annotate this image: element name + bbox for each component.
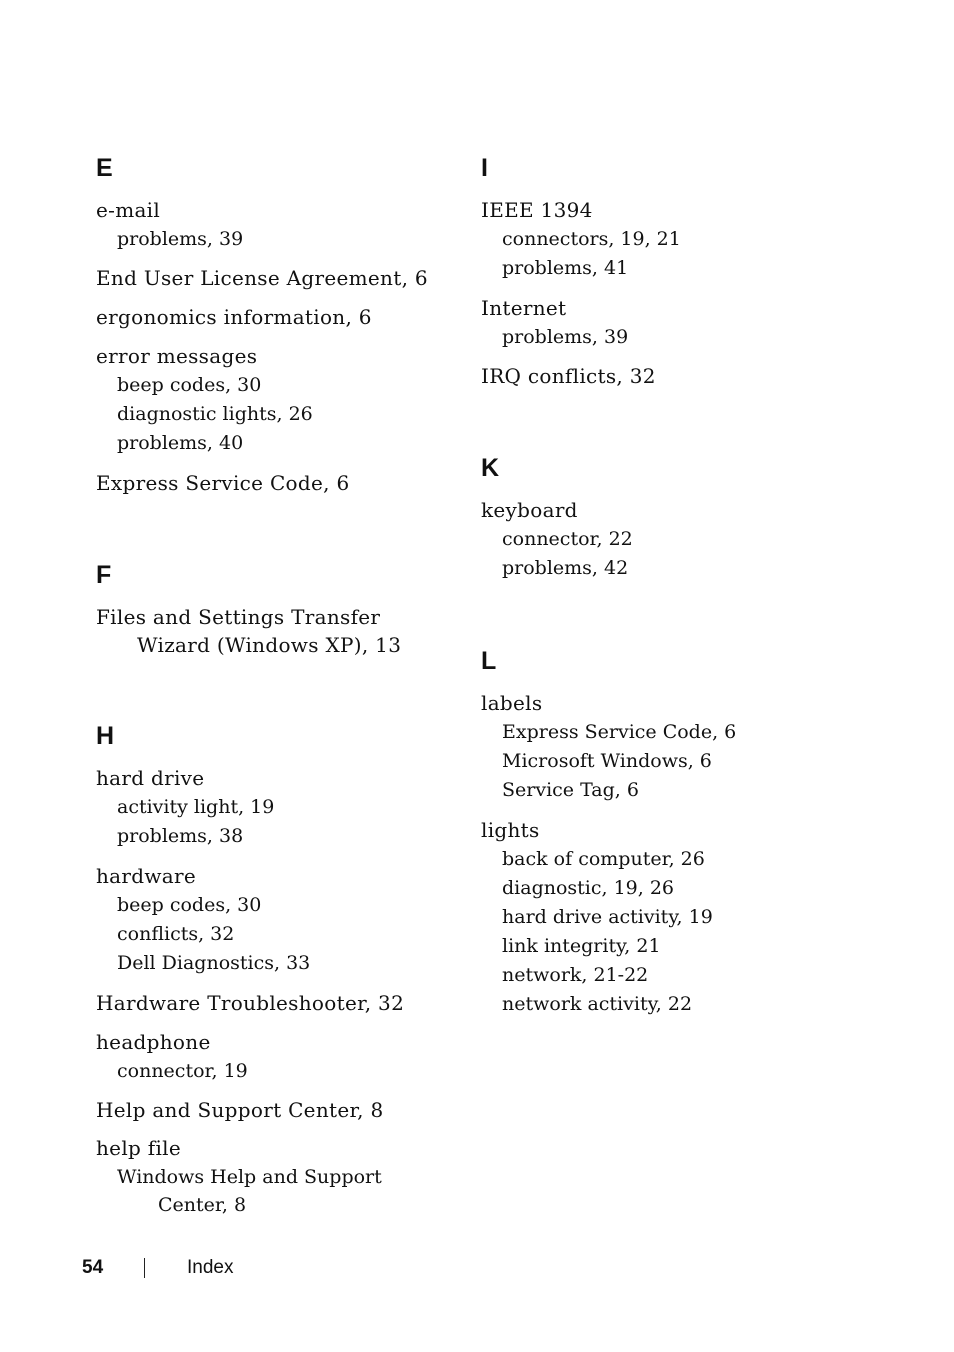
entry-subterm: Service Tag, 6 — [502, 779, 639, 801]
index-entry-internet — [481, 294, 628, 352]
entry-subterm: problems, 39 — [502, 326, 629, 348]
index-entry-files-settings — [96, 603, 401, 658]
section-letter-i: I — [481, 154, 488, 182]
footer-section-title: Index — [187, 1257, 234, 1278]
entry-term: Files and Settings Transfer — [96, 605, 381, 629]
entry-subterm: problems, 41 — [502, 257, 629, 279]
entry-subterm: network activity, 22 — [502, 993, 693, 1015]
index-entry-help-file — [96, 1134, 382, 1218]
index-entry-lights — [481, 816, 713, 1019]
index-entry-ieee-1394 — [481, 196, 681, 283]
entry-term: Help and Support Center, 8 — [96, 1098, 384, 1122]
entry-term: error messages — [96, 344, 258, 368]
entry-subterm: problems, 38 — [117, 825, 244, 847]
index-entry-headphone — [96, 1028, 248, 1086]
entry-subterm: diagnostic lights, 26 — [117, 403, 313, 425]
section-letter-f: F — [96, 561, 112, 589]
entry-subterm: back of computer, 26 — [502, 848, 705, 870]
index-entry-ergonomics — [96, 303, 372, 332]
section-letter-e: E — [96, 154, 113, 182]
entry-subterm: Windows Help and Support — [117, 1166, 382, 1188]
entry-subterm: problems, 40 — [117, 432, 244, 454]
index-entry-hard-drive — [96, 764, 274, 851]
entry-term: help file — [96, 1136, 182, 1160]
entry-subterm: connectors, 19, 21 — [502, 228, 681, 250]
entry-subterm: problems, 42 — [502, 557, 629, 579]
index-entry-error-messages — [96, 342, 313, 458]
index-entry-express-service-code — [96, 469, 349, 498]
entry-term: IRQ conflicts, 32 — [481, 364, 656, 388]
section-letter-h: H — [96, 722, 115, 750]
entry-subterm: link integrity, 21 — [502, 935, 661, 957]
entry-subterm: network, 21-22 — [502, 964, 649, 986]
index-entry-help-support-center — [96, 1096, 383, 1125]
index-entry-labels — [481, 689, 736, 805]
entry-term: hardware — [96, 864, 197, 888]
entry-term: hard drive — [96, 766, 205, 790]
index-entry-keyboard — [481, 496, 633, 583]
entry-term: IEEE 1394 — [481, 198, 593, 222]
entry-subterm: hard drive activity, 19 — [502, 906, 713, 928]
entry-term: End User License Agreement, 6 — [96, 266, 428, 290]
entry-subterm: conflicts, 32 — [117, 923, 235, 945]
entry-subterm: diagnostic, 19, 26 — [502, 877, 675, 899]
entry-subterm: Microsoft Windows, 6 — [502, 750, 712, 772]
footer-separator — [144, 1258, 145, 1278]
index-entry-irq-conflicts — [481, 362, 656, 391]
entry-subterm: connector, 19 — [117, 1060, 248, 1082]
index-entry-eula — [96, 264, 428, 293]
entry-subterm: activity light, 19 — [117, 796, 275, 818]
section-letter-k: K — [481, 454, 500, 482]
entry-term: keyboard — [481, 498, 578, 522]
entry-subterm: problems, 39 — [117, 228, 244, 250]
entry-subterm: beep codes, 30 — [117, 374, 262, 396]
entry-subterm: connector, 22 — [502, 528, 633, 550]
entry-subterm: Dell Diagnostics, 33 — [117, 952, 311, 974]
entry-subterm-continued: Center, 8 — [158, 1194, 247, 1216]
entry-term: labels — [481, 691, 543, 715]
entry-term: Hardware Troubleshooter, 32 — [96, 991, 405, 1015]
section-letter-l: L — [481, 647, 497, 675]
entry-subterm: beep codes, 30 — [117, 894, 262, 916]
entry-term: lights — [481, 818, 540, 842]
entry-term: ergonomics information, 6 — [96, 305, 372, 329]
entry-term: Express Service Code, 6 — [96, 471, 350, 495]
entry-subterm: Express Service Code, 6 — [502, 721, 737, 743]
entry-term: e-mail — [96, 198, 161, 222]
entry-term: headphone — [96, 1030, 211, 1054]
index-entry-hardware-troubleshooter — [96, 989, 404, 1018]
page-number: 54 — [82, 1257, 104, 1278]
entry-term: Internet — [481, 296, 567, 320]
entry-term-continued: Wizard (Windows XP), 13 — [137, 633, 402, 657]
index-entry-email — [96, 196, 243, 254]
index-entry-hardware — [96, 862, 310, 978]
